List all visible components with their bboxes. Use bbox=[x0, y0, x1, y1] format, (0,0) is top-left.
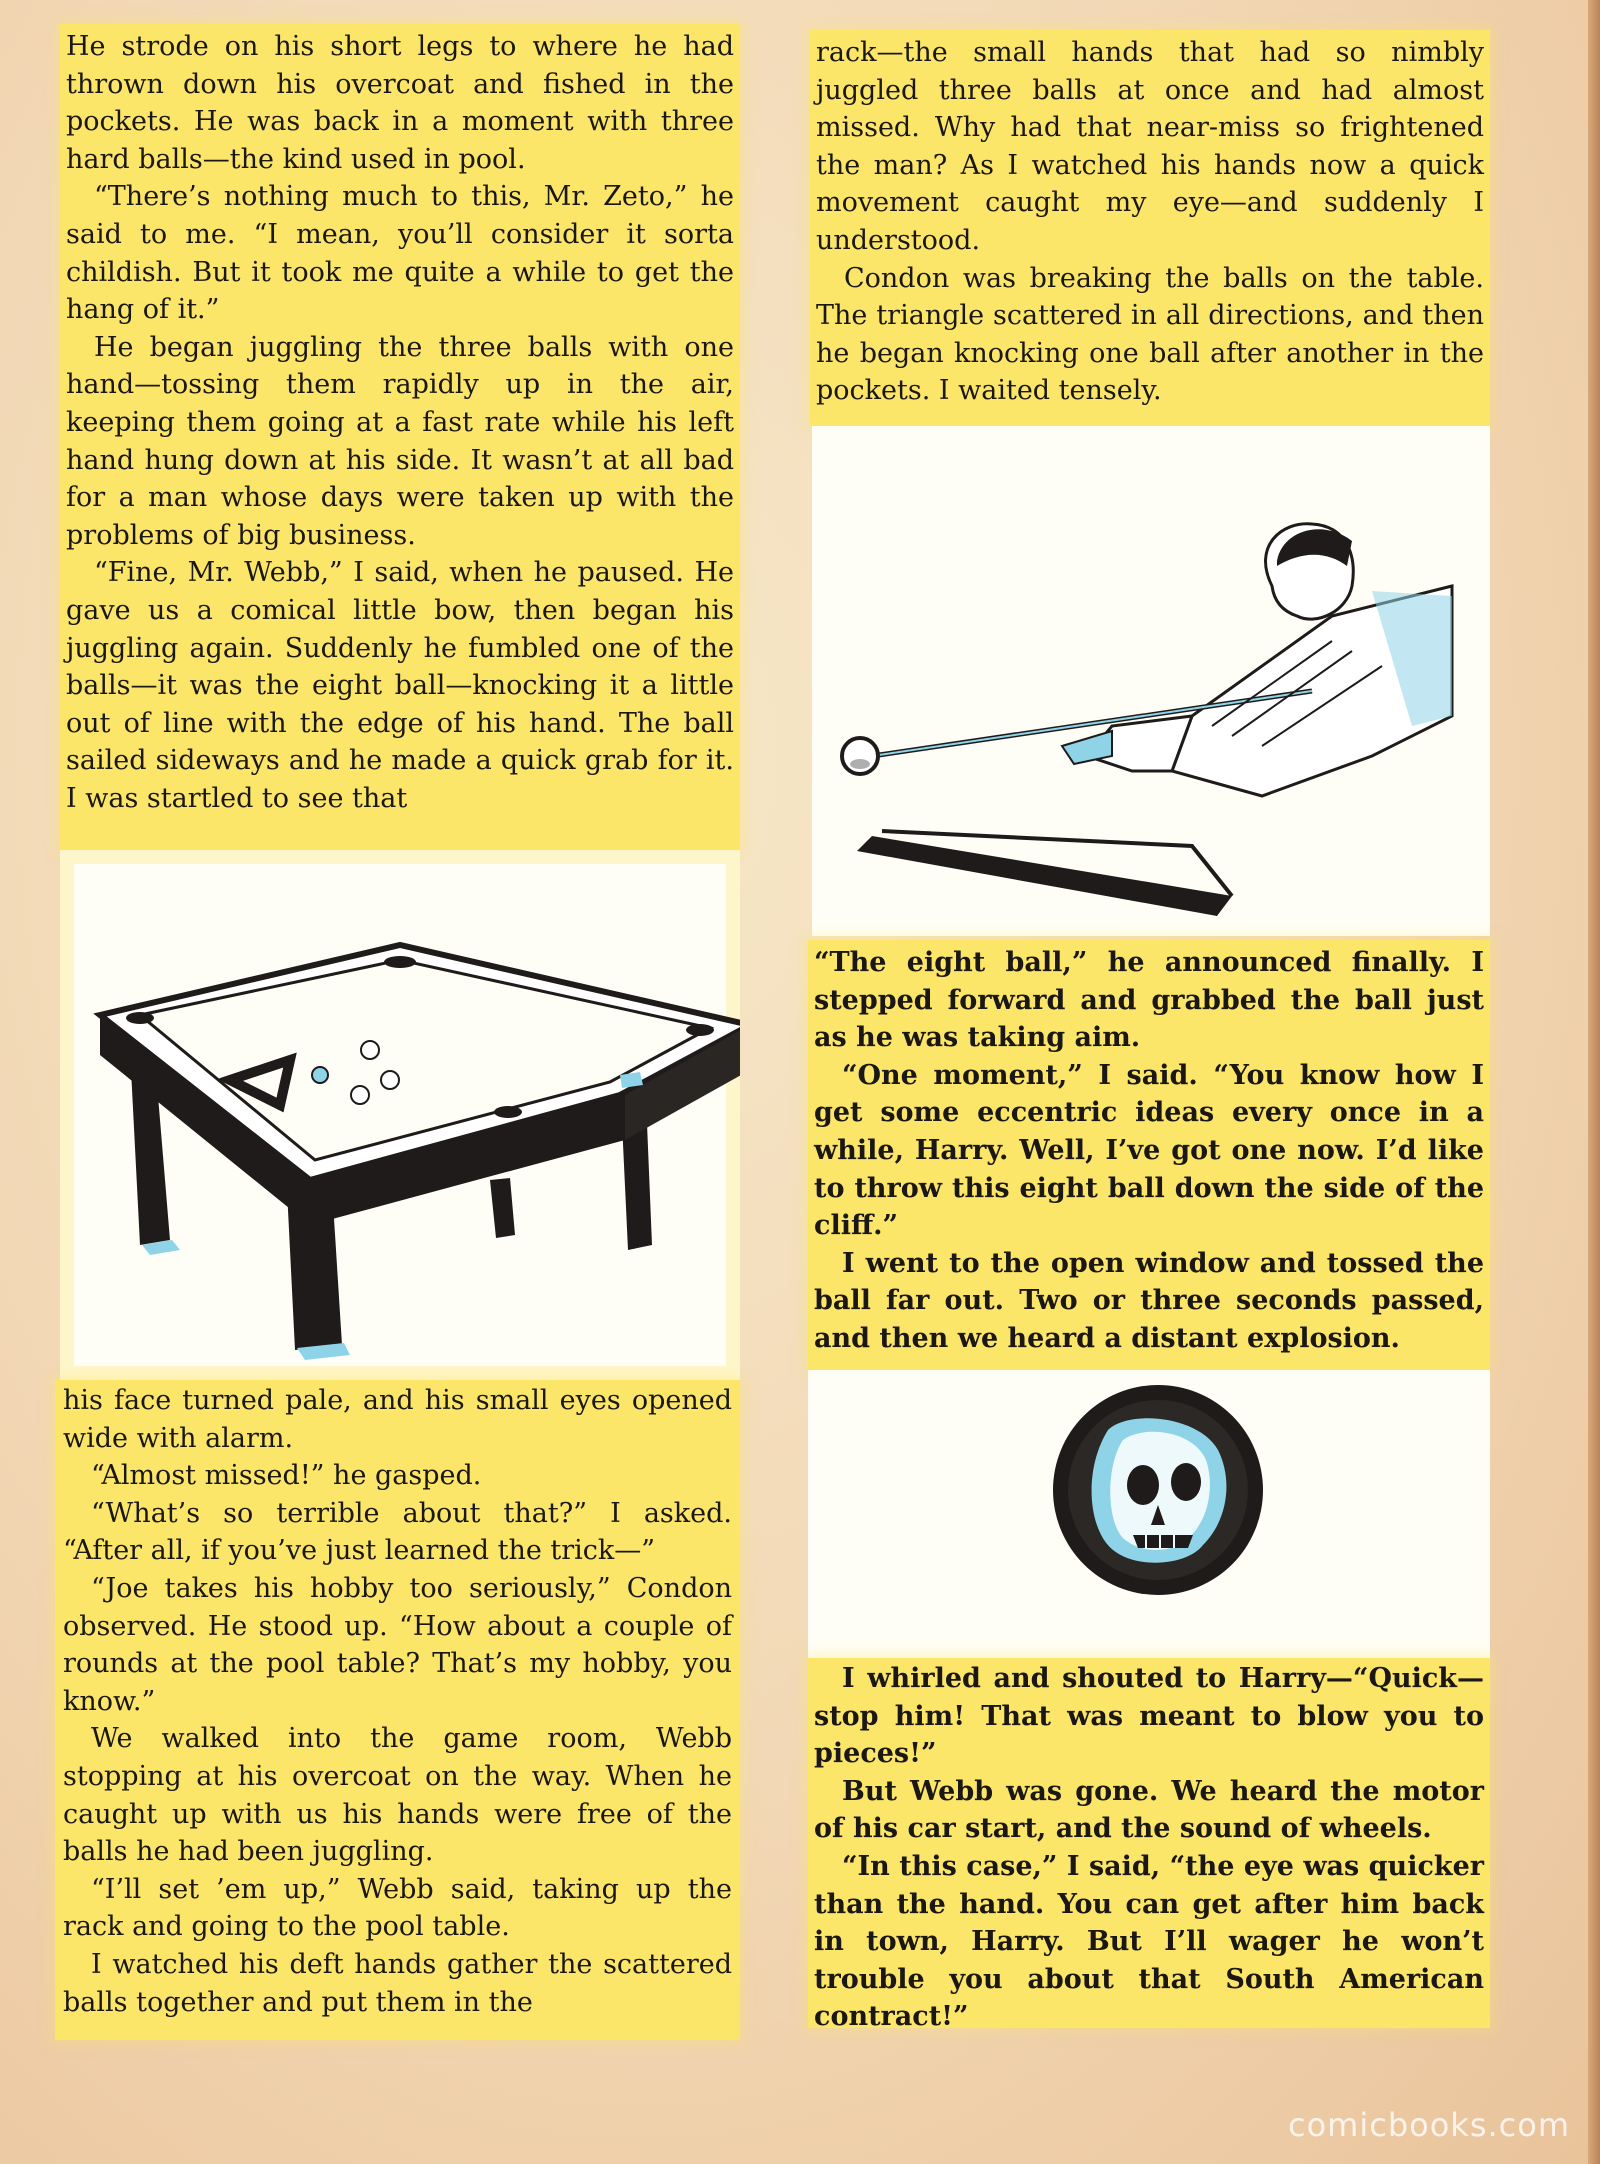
paragraph: I watched his deft hands gather the scattered balls together and put them in the bbox=[63, 1948, 732, 2018]
paragraph: “The eight ball,” he announced finally. I stepped forward and grabbed the ball just as he was taking aim. bbox=[814, 947, 1484, 1054]
skull-ball-drawing bbox=[808, 1370, 1490, 1658]
paragraph: “Almost missed!” he gasped. bbox=[91, 1460, 482, 1492]
left-text-block-1 bbox=[60, 24, 740, 821]
site-watermark: comicbooks.com bbox=[1287, 2106, 1570, 2144]
paragraph: He began juggling the three balls with one hand—tossing them rapidly up in the air, keeping them going at a fast rate while his left hand hung down at his side. It wasn’t at all bad for a man whose days were taken up with the problems of big business. bbox=[66, 331, 734, 551]
skull-ball-illustration bbox=[808, 1370, 1490, 1658]
pool-player-illustration bbox=[812, 426, 1490, 936]
paragraph: Condon was breaking the balls on the table. The triangle scattered in all directions, and then he began knocking one ball after another in the pockets. I waited tensely. bbox=[816, 262, 1484, 407]
page-edge bbox=[1588, 0, 1600, 2164]
paragraph: We walked into the game room, Webb stopping at his overcoat on the way. When he caught up with us his hands were free of the balls he had been juggling. bbox=[63, 1723, 732, 1868]
paragraph: “There’s nothing much to this, Mr. Zeto,” he said to me. “I mean, you’ll consider it sorta childish. But it took me quite a while to get the hang of it.” bbox=[66, 181, 734, 326]
paragraph: I whirled and shouted to Harry—“Quick—stop him! That was meant to blow you to pieces!” bbox=[814, 1663, 1484, 1770]
paragraph: “Fine, Mr. Webb,” I said, when he paused. He gave us a comical little bow, then began his juggling again. Suddenly he fumbled one of the balls—it was the eight ball—knocking it a little out of line with the edge of his hand. The ball sailed sideways and he made a quick grab for it. I was startled to see that bbox=[66, 557, 734, 814]
pool-table-drawing bbox=[60, 850, 740, 1380]
right-column-text-middle bbox=[808, 940, 1490, 1370]
paragraph: his face turned pale, and his small eyes opened wide with alarm. bbox=[63, 1385, 732, 1454]
paragraph: “I’ll set ’em up,” Webb said, taking up the rack and going to the pool table. bbox=[63, 1873, 732, 1943]
left-column-text-bottom bbox=[55, 1380, 740, 2040]
right-text-block-3 bbox=[808, 1658, 1490, 2038]
right-column-text-bottom bbox=[808, 1658, 1490, 2033]
paragraph: “One moment,” I said. “You know how I get some eccentric ideas every once in a while, Harry. Well, I’ve got one now. I’d like to throw this eight ball down the side of the cliff.” bbox=[814, 1059, 1484, 1242]
paragraph: But Webb was gone. We heard the motor of his car start, and the sound of wheels. bbox=[814, 1775, 1484, 1845]
right-text-block-2 bbox=[808, 940, 1490, 1362]
right-text-block-1 bbox=[810, 30, 1490, 414]
pool-table-illustration bbox=[60, 850, 740, 1380]
pool-player-drawing bbox=[812, 426, 1490, 936]
right-column-text-top bbox=[810, 30, 1490, 426]
paragraph: “In this case,” I said, “the eye was quicker than the hand. You can get after him back in town, Harry. But I’ll wager he won’t trouble you about that South American contract!” bbox=[814, 1850, 1484, 2033]
paragraph: I went to the open window and tossed the ball far out. Two or three seconds passed, and then we heard a distant explosion. bbox=[814, 1247, 1484, 1354]
paragraph: “What’s so terrible about that?” I asked. “After all, if you’ve just learned the trick—” bbox=[63, 1497, 732, 1567]
paragraph: rack—the small hands that had so nimbly juggled three balls at once and had almost missed. Why had that near-miss so frightened the man? As I watched his hands now a quick movement caught my eye—and suddenly I understood. bbox=[816, 37, 1484, 256]
paragraph: “Joe takes his hobby too seriously,” Condon observed. He stood up. “How about a couple of rounds at the pool table? That’s my hobby, you know.” bbox=[63, 1572, 732, 1717]
left-text-block-2 bbox=[55, 1380, 740, 2023]
left-column-text-top bbox=[60, 24, 740, 850]
paragraph: He strode on his short legs to where he had thrown down his overcoat and fished in the pockets. He was back in a moment with three hard balls—the kind used in pool. bbox=[66, 31, 734, 175]
